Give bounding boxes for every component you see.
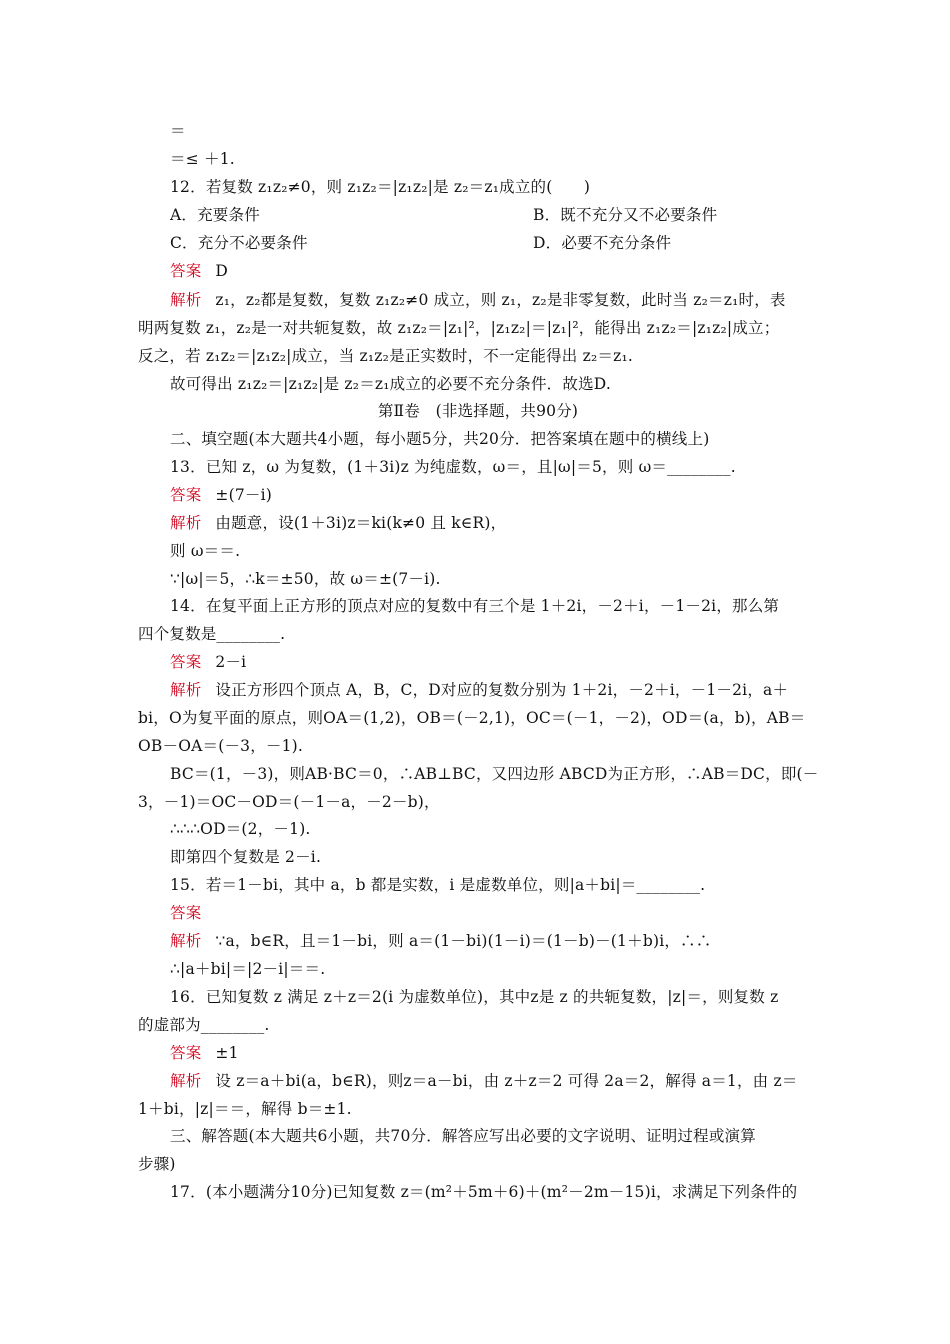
answer-value: ±1: [215, 1044, 239, 1062]
analysis-line: [170, 676, 818, 704]
answer-line: [170, 481, 818, 509]
text-line: ＝: [170, 122, 186, 140]
text-line: 步骤): [138, 1155, 176, 1173]
text-line: 四个复数是________.: [138, 625, 286, 643]
analysis-label: 解析: [170, 1072, 202, 1090]
text-line: 1＋bi，|z|＝＝，解得 b＝±1.: [138, 1100, 352, 1118]
question-16: 16．已知复数 z 满足 z＋z＝2(i 为虚数单位)，其中z是 z 的共轭复数，|z|＝，则复数 z: [170, 988, 779, 1006]
section-title: 第Ⅱ卷 (非选择题，共90分): [377, 402, 579, 420]
analysis-line: [170, 927, 818, 955]
analysis-text: 设正方形四个顶点 A，B，C，D对应的复数分别为 1＋2i，－2＋i，－1－2i，a＋: [215, 681, 789, 699]
analysis-line: [170, 286, 818, 314]
answer-value: 2－i: [215, 653, 247, 671]
options-row: [170, 201, 818, 229]
answer-label: 答案: [170, 262, 202, 280]
answer-line: [170, 1039, 818, 1067]
analysis-text: 由题意，设(1＋3i)z＝ki(k≠0 且 k∈R)，: [215, 514, 507, 532]
text-line: ∵|ω|＝5，∴k＝±50，故 ω＝±(7－i).: [170, 570, 441, 588]
analysis-line: [170, 1067, 818, 1095]
section-heading: 三、解答题(本大题共6小题，共70分．解答应写出必要的文字说明、证明过程或演算: [170, 1127, 756, 1145]
text-line: bi，O为复平面的原点，则OA＝(1,2)，OB＝(－2,1)，OC＝(－1，－2)，OD＝(a，b)，AB＝: [138, 709, 806, 727]
answer-label: 答案: [170, 486, 202, 504]
text-line: 即第四个复数是 2－i.: [170, 848, 322, 866]
analysis-text: z₁，z₂都是复数，复数 z₁z₂≠0 成立，则 z₁，z₂是非零复数，此时当 z₂＝z₁时，表: [215, 291, 786, 309]
analysis-label: 解析: [170, 514, 202, 532]
text-line: 反之，若 z₁z₂＝|z₁z₂|成立，当 z₁z₂是正实数时，不一定能得出 z₂＝z₁.: [138, 347, 633, 365]
text-line: 的虚部为________.: [138, 1016, 270, 1034]
option-d: D．必要不充分条件: [533, 234, 672, 252]
answer-value: D: [215, 262, 229, 280]
answer-line: [170, 257, 818, 285]
text-line: ∴∴∴OD＝(2，－1).: [170, 820, 311, 838]
text-line: ＝≤ ＋1.: [170, 150, 235, 168]
question-13: 13．已知 z，ω 为复数，(1＋3i)z 为纯虚数，ω＝，且|ω|＝5，则 ω＝________.: [170, 458, 736, 476]
answer-line: [170, 899, 818, 927]
analysis-label: 解析: [170, 932, 202, 950]
text-line: 故可得出 z₁z₂＝|z₁z₂|是 z₂＝z₁成立的必要不充分条件．故选D.: [170, 375, 611, 393]
question-14: 14．在复平面上正方形的顶点对应的复数中有三个是 1＋2i，－2＋i，－1－2i，那么第: [170, 597, 780, 615]
option-a: A．充要条件: [170, 206, 260, 224]
answer-label: 答案: [170, 904, 202, 922]
text-line: 则 ω＝＝.: [170, 542, 241, 560]
analysis-label: 解析: [170, 291, 202, 309]
analysis-text: ∵a，b∈R，且＝1－bi，则 a＝(1－bi)(1－i)＝(1－b)－(1＋b)i，∴∴: [215, 932, 712, 950]
question-17: 17．(本小题满分10分)已知复数 z＝(m²＋5m＋6)＋(m²－2m－15)i，求满足下列条件的: [170, 1183, 798, 1201]
text-line: BC＝(1，－3)，则AB·BC＝0，∴AB⊥BC，又四边形 ABCD为正方形，∴AB＝DC，即(－: [170, 765, 818, 783]
text-line: 明两复数 z₁，z₂是一对共轭复数，故 z₁z₂＝|z₁|²，|z₁z₂|＝|z₁|²，能得出 z₁z₂＝|z₁z₂|成立；: [138, 319, 780, 337]
analysis-text: 设 z＝a＋bi(a，b∈R)，则z＝a－bi，由 z＋z＝2 可得 2a＝2，解得 a＝1，由 z＝: [215, 1072, 798, 1090]
question-15: 15．若＝1－bi，其中 a，b 都是实数，i 是虚数单位，则|a＋bi|＝________.: [170, 876, 706, 894]
answer-value: ±(7－i): [215, 486, 273, 504]
answer-line: [170, 648, 818, 676]
analysis-label: 解析: [170, 681, 202, 699]
text-line: ∴|a＋bi|＝|2－i|＝＝.: [170, 960, 326, 978]
section-heading: 二、填空题(本大题共4小题，每小题5分，共20分．把答案填在题中的横线上): [170, 430, 710, 448]
option-c: C．充分不必要条件: [170, 234, 308, 252]
text-line: 3，－1)＝OC－OD＝(－1－a，－2－b)，: [138, 793, 440, 811]
text-line: OB－OA＝(－3，－1).: [138, 737, 304, 755]
question-12: 12．若复数 z₁z₂≠0，则 z₁z₂＝|z₁z₂|是 z₂＝z₁成立的( ): [170, 178, 591, 196]
option-b: B．既不充分又不必要条件: [533, 206, 718, 224]
options-row: [170, 229, 818, 257]
answer-label: 答案: [170, 653, 202, 671]
answer-label: 答案: [170, 1044, 202, 1062]
analysis-line: [170, 509, 818, 537]
